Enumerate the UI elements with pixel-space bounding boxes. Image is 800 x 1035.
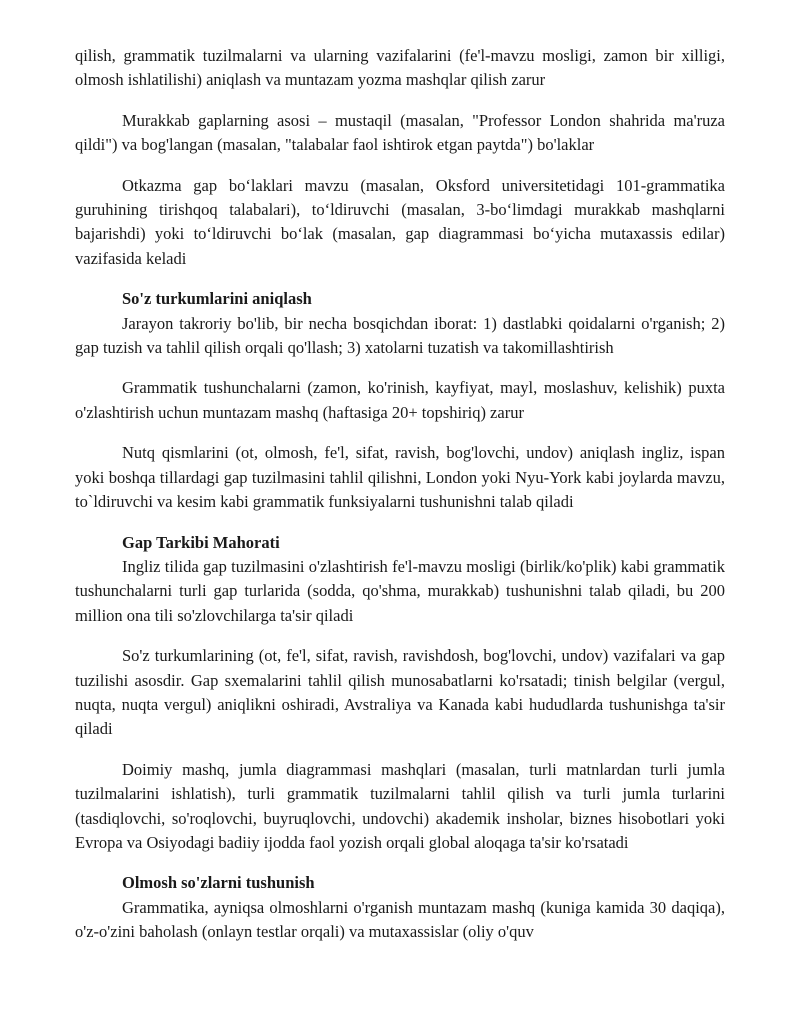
section-heading-sentence-structure: Gap Tarkibi Mahorati <box>122 532 280 552</box>
section-heading-word-classes: So'z turkumlarini aniqlash <box>122 289 312 309</box>
paragraph-complex-sentences: Murakkab gaplarning asosi – mustaqil (masalan, "Professor London shahrida ma'ruza qildi") va bog'langan (masalan, "talabalar faol ishtirok etgan paytda") bo'laklar <box>75 110 725 155</box>
paragraph-process: Jarayon takroriy bo'lib, bir necha bosqichdan iborat: 1) dastlabki qoidalarni o'rganish; 2) gap tuzish va tahlil qilish orqali qo'llash; 3) xatolarni tuzatish va takomillashtirish <box>75 313 725 358</box>
paragraph-grammar-concepts: Grammatik tushunchalarni (zamon, ko'rinish, kayfiyat, mayl, moslashuv, kelishik) puxta o'zlashtirish uchun muntazam mashq (haftasiga 20+ topshiriq) zarur <box>75 378 725 422</box>
paragraph-practice: Doimiy mashq, jumla diagrammasi mashqlari (masalan, turli matnlardan turli jumla tuzilmalarini ishlatish), turli grammatik tuzilmalarni tahlil qilish va turli jumla turlarini (tasdiqlovchi, so'roqlovchi, buyruqlovchi, undovchi) akademik insholar, biznes hisobotlari yoki Evropa va Osiyodagi badiiy ijodda faol yozish orqali global aloqaga ta'sir ko'rsatadi <box>75 759 725 852</box>
paragraph-continued: qilish, grammatik tuzilmalarni va ularning vazifalarini (fe'l-mavzu mosligi, zamon bir xilligi, olmosh ishlatilishi) aniqlash va muntazam yozma mashqlar qilish zarur <box>75 46 725 90</box>
paragraph-sentence-parts: Otkazma gap bo‘laklari mavzu (masalan, Oksford universitetidagi 101-grammatika guruhining tirishqoq talabalari), to‘ldiruvchi (masalan, 3-bo‘limdagi murakkab mashqlarni bajarishdi) yoki to‘ldiruvchi bo‘lak (masalan, gap diagrammasi bo‘yicha mutaxassis edilar) vazifasida keladi <box>75 175 725 268</box>
paragraph-english-structure: Ingliz tilida gap tuzilmasini o'zlashtirish fe'l-mavzu mosligi (birlik/ko'plik) kabi grammatik tushunchalarni turli gap turlarida (sodda, qo'shma, murakkab) tushunishni talab qiladi, bu 200 million ona tili so'zlovchilarga ta'sir qiladi <box>75 556 725 625</box>
paragraph-pronoun-study: Grammatika, ayniqsa olmoshlarni o'rganish muntazam mashq (kuniga kamida 30 daqiqa), o'z-o'zini baholash (onlayn testlar orqali) va mutaxassislar (oliy o'quv <box>75 897 725 942</box>
paragraph-parts-of-speech: Nutq qismlarini (ot, olmosh, fe'l, sifat, ravish, bog'lovchi, undov) aniqlash ingliz, ispan yoki boshqa tillardagi gap tuzilmasini tahlil qilishni, London yoki Nyu-York kabi joylarda mavzu, to`ldiruvchi va kesim kabi grammatik funksiyalarni tushunishni talab qiladi <box>75 443 725 512</box>
paragraph-word-class-functions: So'z turkumlarining (ot, fe'l, sifat, ravish, ravishdosh, bog'lovchi, undov) vazifalari va gap tuzilishi asosdir. Gap sxemalarini tahlil qilish munosabatlarni ko'rsatadi; tinish belgilar (vergul, nuqta, nuqta vergul) aniqlikni oshiradi, Avstraliya va Kanada kabi hududlarda tushunishga ta'sir qiladi <box>75 646 725 739</box>
section-heading-pronouns: Olmosh so'zlarni tushunish <box>122 873 315 893</box>
document-page <box>75 44 725 945</box>
